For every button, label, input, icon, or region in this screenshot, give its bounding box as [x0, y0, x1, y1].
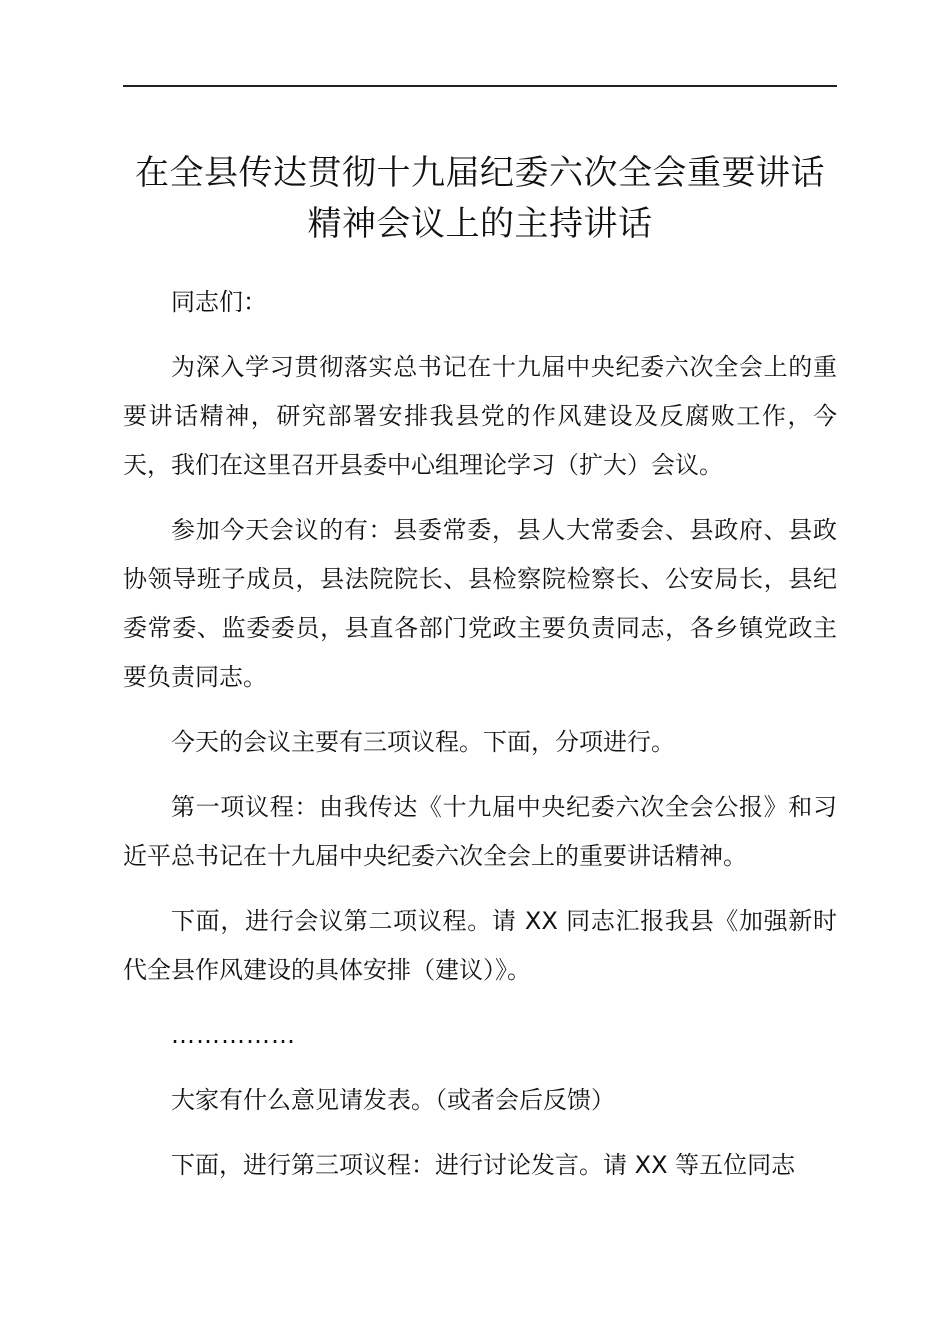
- paragraph-agenda-item-3: 下面，进行第三项议程：进行讨论发言。请 XX 等五位同志: [171, 1151, 796, 1179]
- salutation: 同志们：: [171, 288, 267, 316]
- document-title: [123, 148, 837, 250]
- paragraph-feedback: 大家有什么意见请发表。（或者会后反馈）: [171, 1086, 615, 1114]
- title-line-2: 精神会议上的主持讲话: [307, 204, 653, 244]
- paragraph-agenda-item-2: 下面，进行会议第二项议程。请 XX 同志汇报我县《加强新时代全县作风建设的具体安排（建议）》。: [123, 907, 837, 984]
- paragraph-purpose: 为深入学习贯彻落实总书记在十九届中央纪委六次全会上的重要讲话精神，研究部署安排我县党的作风建设及反腐败工作，今天，我们在这里召开县委中心组理论学习（扩大）会议。: [123, 353, 837, 479]
- paragraph-agenda-item-1: 第一项议程：由我传达《十九届中央纪委六次全会公报》和习近平总书记在十九届中央纪委六次全会上的重要讲话精神。: [123, 793, 837, 870]
- title-line-1: 在全县传达贯彻十九届纪委六次全会重要讲话: [135, 153, 825, 193]
- header-rule: [123, 85, 837, 87]
- paragraph-ellipsis: ……………: [171, 1021, 296, 1049]
- paragraph-agenda: 今天的会议主要有三项议程。下面，分项进行。: [171, 728, 675, 756]
- paragraph-attendees: 参加今天会议的有：县委常委，县人大常委会、县政府、县政协领导班子成员，县法院院长、县检察院检察长、公安局长，县纪委常委、监委委员，县直各部门党政主要负责同志，各乡镇党政主要负责同志。: [123, 516, 837, 691]
- document-body: [123, 278, 837, 1206]
